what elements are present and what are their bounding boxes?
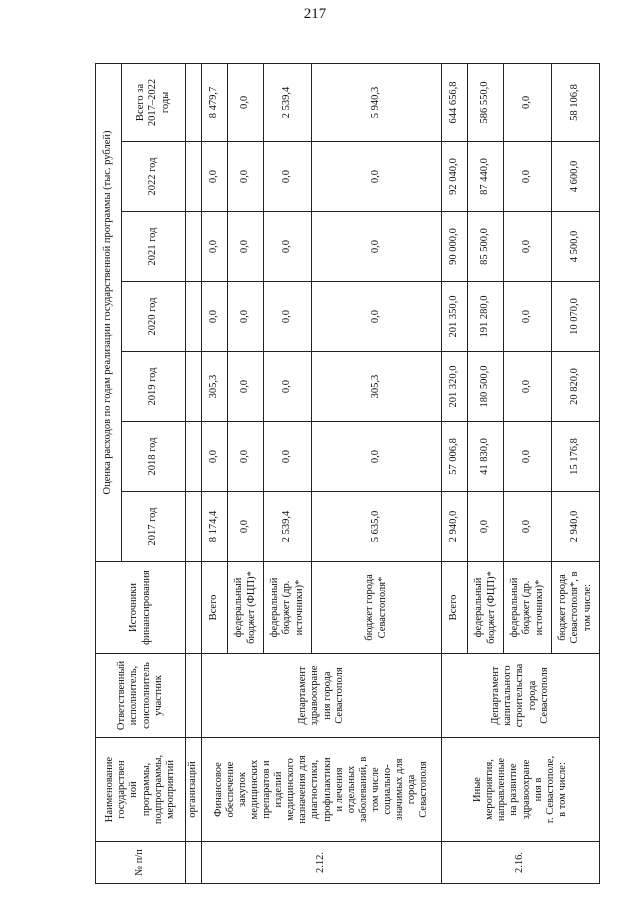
value-cell: 191 280,0 — [468, 282, 504, 352]
value-cell: 2 940,0 — [552, 492, 600, 562]
subheader-empty-cell — [186, 562, 202, 654]
value-cell: 15 176,8 — [552, 422, 600, 492]
entry-name-line: Финансовое — [212, 762, 224, 817]
entry-number: 2.12. — [202, 842, 442, 884]
entry-name-line: социально- — [381, 764, 393, 815]
header-year: 2017 год — [122, 492, 186, 562]
source-line: федеральный — [509, 577, 521, 638]
value-cell: 0,0 — [312, 212, 442, 282]
value-cell: 0,0 — [312, 142, 442, 212]
value-cell: 8 174,4 — [202, 492, 228, 562]
entry-responsible-line: Севастополя — [333, 667, 345, 724]
subheader-empty-cell — [186, 492, 202, 562]
entry-name-line: назначения для — [297, 755, 309, 824]
source-line: федеральный — [269, 577, 281, 638]
entry-name — [442, 738, 600, 842]
header-responsible-line: участник — [152, 675, 164, 716]
value-cell: 4 500,0 — [552, 212, 600, 282]
value-cell: 201 350,0 — [442, 282, 468, 352]
header-responsible-line: соисполнитель — [140, 662, 152, 729]
entry-responsible — [202, 654, 442, 738]
value-cell: 0,0 — [312, 282, 442, 352]
header-estimate: Оценка расходов по годам реализации государственной программы (тыс. рублей) — [96, 63, 122, 561]
value-cell: 305,3 — [202, 352, 228, 422]
entry-responsible-line: Департамент — [490, 666, 502, 725]
entry-name-line: диагностики, — [309, 759, 321, 820]
header-responsible — [96, 654, 186, 738]
source-cell — [202, 562, 228, 654]
entry-name-line: и лечения — [333, 767, 345, 812]
value-cell: 8 479,7 — [202, 63, 228, 141]
entry-name-line: закупок — [237, 772, 249, 807]
subheader-empty-cell — [186, 842, 202, 884]
entry-responsible-line: капитального — [502, 665, 514, 726]
subheader-empty-cell — [186, 63, 202, 141]
value-cell: 0,0 — [264, 212, 312, 282]
source-cell — [504, 562, 552, 654]
table-row — [442, 63, 468, 883]
header-responsible-line: Ответственный — [116, 660, 128, 731]
value-cell: 2 539,4 — [264, 492, 312, 562]
source-line: федеральный — [473, 577, 485, 638]
value-cell: 4 600,0 — [552, 142, 600, 212]
header-name-line: мероприятий — [164, 760, 176, 819]
value-cell: 0,0 — [202, 212, 228, 282]
subheader-empty-cell — [186, 422, 202, 492]
value-cell: 0,0 — [202, 282, 228, 352]
entry-responsible-line: здравоохране — [309, 665, 321, 726]
table-row — [202, 63, 228, 883]
subheader-empty-cell — [186, 212, 202, 282]
header-year: 2022 год — [122, 142, 186, 212]
source-line: Всего — [208, 594, 220, 621]
subheader-empty-cell — [186, 282, 202, 352]
value-cell: 85 500,0 — [468, 212, 504, 282]
entry-name-line: мероприятия, — [484, 759, 496, 820]
value-cell: 5 940,3 — [312, 63, 442, 141]
entry-responsible-line: строительства — [514, 663, 526, 728]
value-cell: 2 539,4 — [264, 63, 312, 141]
subheader-empty-cell — [186, 352, 202, 422]
value-cell: 0,0 — [228, 422, 264, 492]
source-line: Севастополя*, в — [569, 571, 581, 644]
source-cell — [468, 562, 504, 654]
header-responsible-line: исполнитель, — [128, 665, 140, 726]
value-cell: 586 550,0 — [468, 63, 504, 141]
entry-name-line: отдельных — [345, 765, 357, 814]
value-cell: 201 320,0 — [442, 352, 468, 422]
source-line: Севастополя* — [376, 576, 388, 639]
value-cell: 0,0 — [228, 63, 264, 141]
entry-name — [202, 738, 442, 842]
value-cell: 0,0 — [504, 282, 552, 352]
value-cell: 0,0 — [312, 422, 442, 492]
source-cell — [264, 562, 312, 654]
value-cell: 305,3 — [312, 352, 442, 422]
entry-name-line: медицинского — [285, 758, 297, 821]
source-line: федеральный — [233, 577, 245, 638]
value-cell: 0,0 — [504, 142, 552, 212]
subheader-name: организаций — [186, 738, 202, 842]
header-num: № п/п — [96, 842, 186, 884]
source-line: источники)* — [293, 579, 305, 636]
source-line: Всего — [448, 594, 460, 621]
entry-name-line: обеспечение — [225, 761, 236, 818]
entry-responsible-line: ния города — [321, 671, 333, 720]
header-total-line: годы — [159, 91, 171, 114]
budget-table — [95, 63, 600, 884]
source-line: бюджет города — [364, 574, 376, 641]
source-line: бюджет (ФЦП)* — [485, 571, 497, 644]
value-cell: 0,0 — [264, 282, 312, 352]
entry-responsible-line: Департамент — [297, 666, 309, 725]
value-cell: 0,0 — [228, 212, 264, 282]
subheader-empty-cell — [186, 654, 202, 738]
value-cell: 5 635,0 — [312, 492, 442, 562]
value-cell: 41 830,0 — [468, 422, 504, 492]
source-line: источники)* — [533, 579, 545, 636]
header-total — [122, 63, 186, 141]
value-cell: 90 000,0 — [442, 212, 468, 282]
value-cell: 87 440,0 — [468, 142, 504, 212]
rotated-table-container — [95, 64, 593, 884]
source-line: бюджет (др. — [281, 580, 293, 635]
entry-name-line: здравоохране — [520, 759, 532, 820]
source-cell — [552, 562, 600, 654]
value-cell: 0,0 — [228, 142, 264, 212]
header-name-line: программы, — [140, 762, 152, 817]
header-year: 2020 год — [122, 282, 186, 352]
header-sources-line: финансирования — [140, 570, 152, 645]
value-cell: 0,0 — [504, 422, 552, 492]
value-cell: 0,0 — [264, 422, 312, 492]
entry-name-line: Иные — [472, 777, 484, 802]
entry-number: 2.16. — [442, 842, 600, 884]
header-year: 2021 год — [122, 212, 186, 282]
value-cell: 0,0 — [228, 352, 264, 422]
subheader-empty-cell — [186, 142, 202, 212]
header-sources-line: Источники — [128, 583, 140, 632]
header-name-line: государствен — [116, 760, 128, 819]
entry-name-line: заболеваний, в — [357, 756, 369, 823]
page-number: 217 — [303, 6, 327, 22]
value-cell: 0,0 — [504, 212, 552, 282]
value-cell: 180 500,0 — [468, 352, 504, 422]
header-name-line: Наименование — [104, 756, 116, 823]
value-cell: 0,0 — [504, 352, 552, 422]
value-cell: 0,0 — [264, 352, 312, 422]
entry-name-line: направленные — [496, 757, 508, 822]
source-line: том числе: — [581, 583, 593, 632]
value-cell: 57 006,8 — [442, 422, 468, 492]
source-cell — [312, 562, 442, 654]
entry-name-line: ния в — [532, 777, 544, 802]
entry-name-line: медицинских — [249, 759, 261, 820]
entry-name-line: препаратов и — [261, 760, 273, 819]
header-total-line: 2017–2022 — [147, 78, 159, 127]
entry-name-line: том числе — [369, 767, 381, 812]
value-cell: 0,0 — [202, 142, 228, 212]
entry-name-line: значимых для — [393, 758, 405, 821]
source-line: бюджет (др. — [521, 580, 533, 635]
source-line: бюджет города — [557, 574, 569, 641]
source-cell — [442, 562, 468, 654]
header-name-line: ной — [128, 781, 140, 798]
value-cell: 10 070,0 — [552, 282, 600, 352]
entry-name-line: изделий — [273, 771, 285, 808]
entry-name-line: г. Севастополе, — [544, 755, 556, 824]
entry-responsible — [442, 654, 600, 738]
header-sources — [96, 562, 186, 654]
header-year: 2019 год — [122, 352, 186, 422]
value-cell: 0,0 — [228, 282, 264, 352]
source-line: бюджет (ФЦП)* — [245, 571, 257, 644]
entry-name-line: города — [405, 774, 417, 805]
header-year: 2018 год — [122, 422, 186, 492]
entry-name-line: в том числе: — [556, 762, 568, 817]
value-cell: 20 820,0 — [552, 352, 600, 422]
value-cell: 0,0 — [264, 142, 312, 212]
entry-name-line: на развитие — [508, 763, 520, 816]
value-cell: 0,0 — [228, 492, 264, 562]
header-name-line: подпрограммы, — [152, 754, 164, 825]
header-name — [96, 738, 186, 842]
value-cell: 2 940,0 — [442, 492, 468, 562]
value-cell: 0,0 — [468, 492, 504, 562]
entry-name-line: Севастополя — [418, 761, 429, 818]
value-cell: 0,0 — [504, 63, 552, 141]
value-cell: 644 656,8 — [442, 63, 468, 141]
entry-responsible-line: Севастополя — [538, 667, 550, 724]
entry-responsible-line: города — [526, 680, 538, 711]
entry-name-line: профилактики — [321, 757, 333, 822]
value-cell: 92 040,0 — [442, 142, 468, 212]
header-total-line: Всего за — [135, 83, 147, 122]
value-cell: 58 106,8 — [552, 63, 600, 141]
value-cell: 0,0 — [504, 492, 552, 562]
source-cell — [228, 562, 264, 654]
value-cell: 0,0 — [202, 422, 228, 492]
